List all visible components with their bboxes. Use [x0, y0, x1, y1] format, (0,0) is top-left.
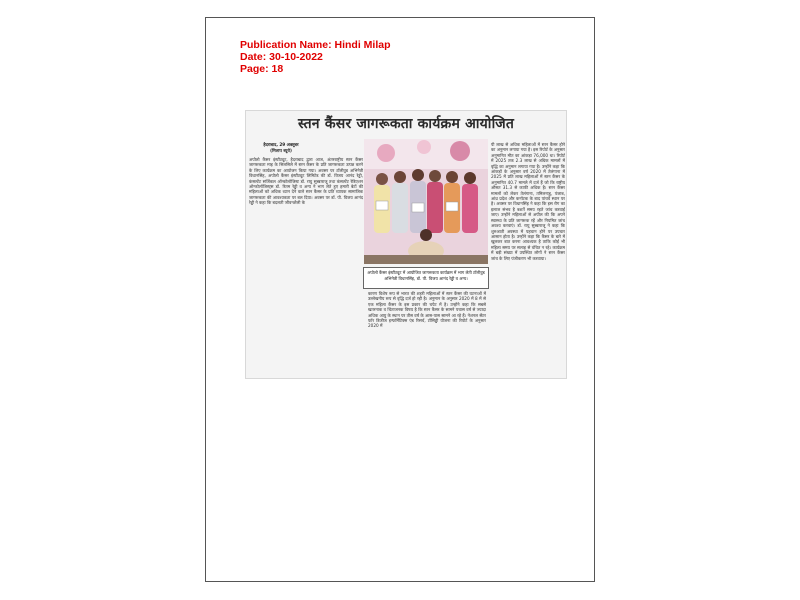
newspaper-clipping [245, 110, 567, 379]
event-photo [364, 139, 488, 264]
publication-date: Date: 30-10-2022 [240, 51, 323, 63]
article-headline: स्तन कैंसर जागरूकता कार्यक्रम आयोजित [297, 116, 515, 132]
article-dateline: हैदराबाद, 29 अक्तूबर (मिलाप ब्यूरो) [263, 142, 299, 153]
publication-meta [240, 39, 391, 75]
publication-page: Page: 18 [240, 63, 284, 75]
article-column-1: अपोलो कैंसर इंस्टीट्यूट, हैदराबाद द्वारा आज, अंतरराष्ट्रीय स्तन कैंसर जागरूकता माह के सिलसिले में स्तन कैंसर के प्रति जागरूकता उत्पन्न करने के लिए कार्यक्रम का आयोजन किया गया। अवसर पर टॉलीवुड अभिनेत्री विधानसिंह, अपोलो कैंसर इंस्टीट्यूट लिमिटेड की डॉ. विजय आनंद रेड्डी, कंसल्टेंट सर्जिकल ऑन्कोलॉजिस्ट डॉ. राघु सुब्बाराजू तथा कंसल्टेंट रेडिएशन ऑन्कोलॉजिस्ट्स डॉ. रितम रेड्डी व अन्य ने भाग लेते हुए हमारी बेटों की महिलाओं को अधिक ध्यान देने वाले स्तन कैंसर के प्रति व्यापक सामाजिक जागरूकता की आवश्यकता पर बल दिया। अवसर पर डॉ. पी. विजय आनंद रेड्डी ने कहा कि बदलती जीवनशैली के [249, 157, 363, 206]
event-photo-image [364, 139, 488, 264]
publication-name: Publication Name: Hindi Milap [240, 39, 391, 51]
document-page [205, 17, 595, 582]
article-column-2: कारण विशेष रूप से भारत की शहरी महिलाओं में स्तन कैंसर की घटनाओं में उल्लेखनीय रूप से वृद्धि दर्ज हो रही है। अनुमान के अनुसार 2020 में 8 में से एक महिला कैंसर के इस प्रकार की चपेट में है। उन्होंने कहा कि सबसे खतरनाक व चिंताजनक विषय है कि स्तन कैंसर के सामने पचास वर्ष से ज्यादा अधिक आयु के स्थान पर तीस वर्ष के आस-पास सामने आ रहे हैं। नेशनल सेंटर फॉर डिजीज इन्फॉर्मेटिक्स एंड रिसर्च, टॉसिड्डी योजना की रिपोर्ट के अनुसार 2020 में [368, 291, 486, 329]
article-column-3: पी लाख से अधिक महिलाओं में स्तन कैंसर होने का अनुमान लगाया गया है। इस रिपोर्ट के अनुसार अनुमानित मौत का आंकड़ा 76,000 था। रिपोर्ट में 2025 तक 2.3 लाख से अधिक मामलों में वृद्धि का अनुमान लगाया गया है। उन्होंने कहा कि आंकड़ों के अनुसार वर्ष 2020 में तेलंगाना में 2025 में प्रति लाख महिलाओं में स्तन कैंसर के अनुमानित 40.7 मामले में दर्ज हैं जो कि राष्ट्रीय औसत 31.3 से काफी अधिक है। स्तन कैंसर मामलों को लेकर तेलंगाना, तमिलनाडु, पंजाब, आंध्र प्रदेश और कर्नाटक के बाद पांचवें स्थान पर है। अवसर पर विधानसिंह ने कहा कि इस रोग का इलाज संभव है बशर्ते समय रहते जांच करवाई जाए। उन्होंने महिलाओं से अपील की कि अपने स्वास्थ्य के प्रति जागरूक रहें और नियमित जांच अवश्य करवाएं। डॉ. राघु सुब्बाराजू ने कहा कि शुरुआती अवस्था में पहचान होने पर उपचार आसान होता है। उन्होंने कहा कि कैंसर के बारे में खुलकर बात करना आवश्यक है ताकि कोई भी महिला समय पर सलाह से वंचित न रहे। कार्यक्रम में बड़ी संख्या में उपस्थित लोगों ने स्तन कैंसर जांच के लिए पंजीकरण भी करवाया। [491, 142, 565, 261]
photo-caption: अपोलो कैंसर इंस्टीट्यूट में आयोजित जागरूकता कार्यक्रम में भाग लेती टॉलीवुड अभिनेत्री विधानसिंह, डॉ. पी. विजय आनंद रेड्डी व अन्य। [363, 267, 489, 289]
